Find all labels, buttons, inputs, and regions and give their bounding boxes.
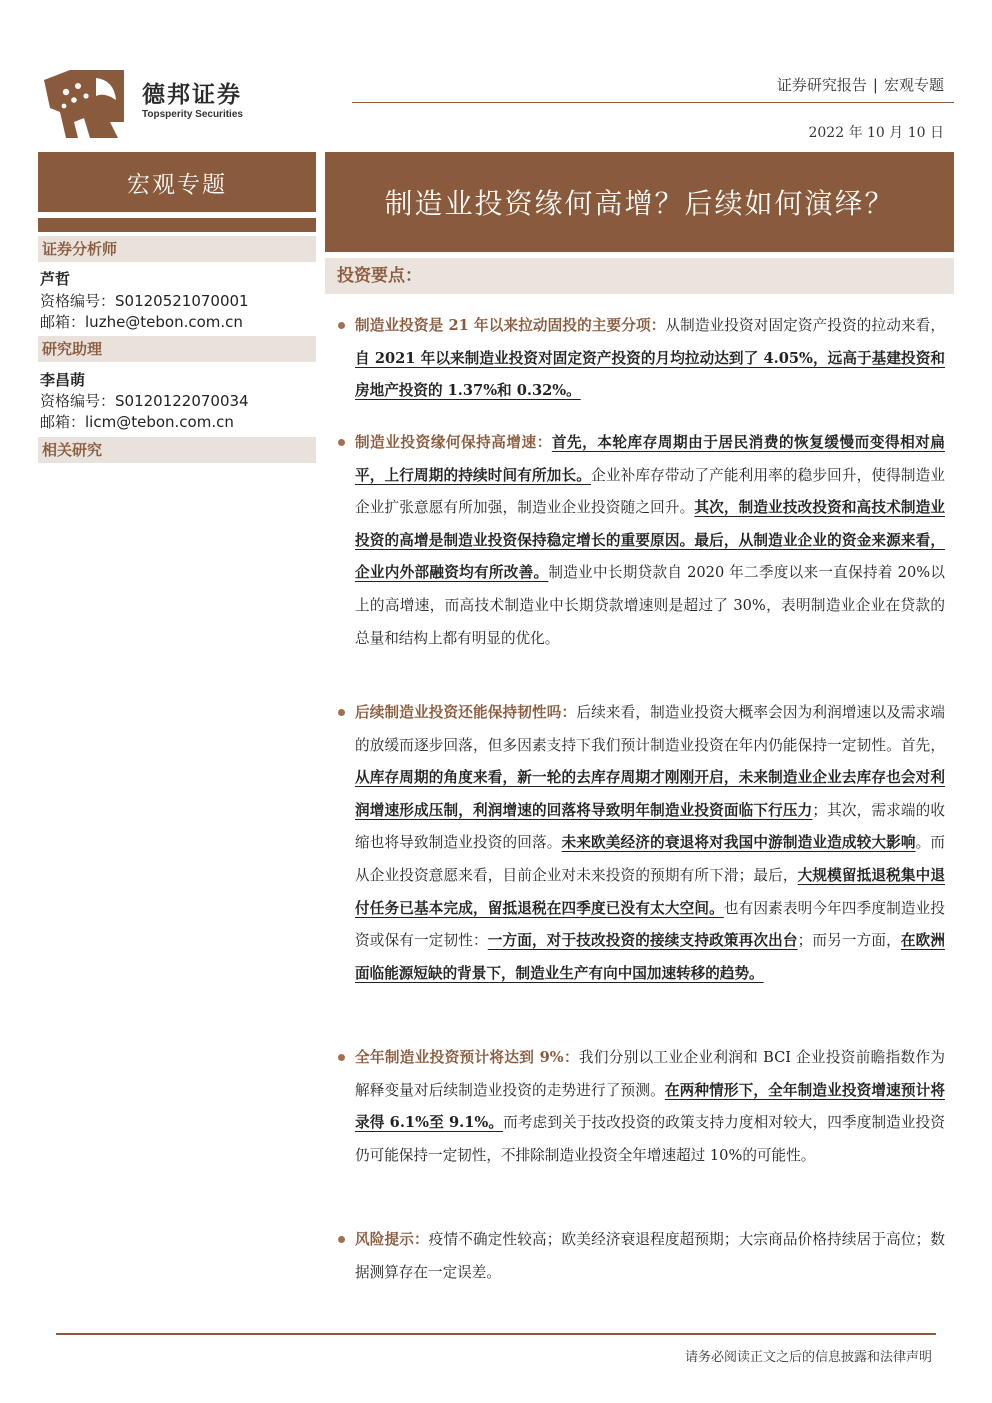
key-point-lead: 后续制造业投资还能保持韧性吗： [355,704,577,721]
assistant-email-label: 邮箱： [40,413,86,431]
key-point-text: ；其次，需求端的收缩也将导致制造业投资的回落。 [355,801,945,852]
key-point-text: 而考虑到关于技改投资的政策支持力度相对较大，四季度制造业投资仍可能保持一定韧性，不排除制造业投资全年增速超过 10%的可能性。 [355,1114,945,1164]
key-point-3 [355,697,945,990]
key-point-emphasis: 未来欧美经济的衰退将对我国中游制造业造成较大影响 [561,834,916,852]
key-point-text: 从制造业投资对固定资产投资的拉动来看， [665,317,945,334]
key-point-emphasis: 其次，制造业技改投资和高技术制造业投资的高增是制造业投资保持稳定增长的重要原因。最后，从制造业企业的资金来源来看，企业内外部融资均有所改善。 [355,499,945,582]
analyst-heading: 证券分析师 [38,236,316,262]
bullet-icon [338,709,345,716]
assistant-email [40,412,234,432]
category-band-bar [38,218,316,232]
key-point-lead: 全年制造业投资预计将达到 9%： [355,1049,579,1066]
key-point-emphasis: 首先，本轮库存周期由于居民消费的恢复缓慢而变得相对扁平，上行周期的持续时间有所加长。 [355,434,945,484]
bullet-icon [338,1054,345,1061]
report-date: 2022 年 10 月 10 日 [808,125,944,141]
report-category: 宏观专题 [883,76,944,94]
brand [142,82,243,122]
brand-name-en: Topsperity Securities [142,109,243,120]
key-point-emphasis: 在两种情形下，全年制造业投资增速预计将录得 6.1%至 9.1%。 [355,1081,945,1132]
related-research-heading: 相关研究 [38,437,316,463]
analyst-email [40,312,243,332]
analyst-cert-value: S0120521070001 [115,292,249,310]
assistant-heading: 研究助理 [38,336,316,362]
key-point-1 [355,310,945,408]
assistant-name: 李昌萌 [40,371,86,389]
brand-name-cn: 德邦证券 [142,81,242,108]
analyst-cert [40,291,249,311]
footer-divider [56,1333,936,1335]
key-point-text: 。而从企业投资意愿来看，目前企业对未来投资的预期有所下滑；最后， [355,834,945,884]
key-point-text: 制造业中长期贷款自 2020 年二季度以来一直保持着 20%以上的高增速，而高技术制造业中长期贷款增速则是超过了 30%，表明制造业企业在贷款的总量和结构上都有明显的优化。 [355,564,945,647]
assistant-cert-value: S0120122070034 [115,392,249,410]
key-point-text: 企业补库存带动了产能利用率的稳步回升，使得制造业企业扩张意愿有所加强，制造业企业投资随之回升。 [355,466,945,517]
analyst-name: 芦哲 [40,270,71,288]
key-point-text: 疫情不确定性较高；欧美经济衰退程度超预期；大宗商品价格持续居于高位；数据测算存在一定误差。 [355,1231,945,1281]
key-point-lead: 风险提示： [355,1231,429,1248]
key-point-4 [355,1042,945,1172]
key-point-emphasis: 在欧洲面临能源短缺的背景下，制造业生产有向中国加速转移的趋势。 [355,932,945,982]
key-points-heading: 投资要点： [325,258,954,294]
company-logo-icon [44,70,126,138]
category-band: 宏观专题 [38,152,316,212]
key-point-emphasis: 从库存周期的角度来看，新一轮的去库存周期才刚刚开启，未来制造业企业去库存也会对利润增速形成压制，利润增速的回落将导致明年制造业投资面临下行压力 [355,769,945,819]
bullet-icon [338,439,345,446]
assistant-email-value[interactable]: licm@tebon.com.cn [85,413,234,431]
key-point-5 [355,1224,945,1289]
key-point-lead: 制造业投资是 21 年以来拉动固投的主要分项： [355,317,666,334]
analyst-cert-label: 资格编号： [40,292,116,310]
key-point-text: 我们分别以工业企业利润和 BCI 企业投资前瞻指数作为解释变量对后续制造业投资的走势进行了预测。 [355,1049,945,1099]
header-divider [352,102,954,103]
key-point-lead: 制造业投资缘何保持高增速： [355,434,552,451]
assistant-cert-label: 资格编号： [40,392,116,410]
footer-disclaimer: 请务必阅读正文之后的信息披露和法律声明 [684,1350,932,1365]
key-point-text: 后续来看，制造业投资大概率会因为利润增速以及需求端的放缓而逐步回落，但多因素支持下我们预计制造业投资在年内仍能保持一定韧性。首先， [355,704,945,754]
assistant-cert [40,391,249,411]
bullet-icon [338,1236,345,1243]
key-point-2 [355,427,945,655]
report-title: 制造业投资缘何高增？后续如何演绎？ [325,152,954,252]
key-point-text: 也有因素表明今年四季度制造业投资或保有一定韧性： [355,899,945,950]
key-point-emphasis: 一方面，对于技改投资的接续支持政策再次出台 [487,932,798,950]
analyst-email-label: 邮箱： [40,313,86,331]
key-point-emphasis: 自 2021 年以来制造业投资对固定资产投资的月均拉动达到了 4.05%，远高于基建投资和房地产投资的 1.37%和 0.32%。 [355,349,945,400]
header-separator: | [872,76,878,94]
report-type-label [777,74,944,95]
key-point-emphasis: 大规模留抵退税集中退付任务已基本完成，留抵退税在四季度已没有太大空间。 [355,866,945,917]
analyst-email-value[interactable]: luzhe@tebon.com.cn [85,313,243,331]
key-point-text: ；而另一方面， [797,932,901,950]
report-type: 证券研究报告 [776,76,867,94]
bullet-icon [338,322,345,329]
